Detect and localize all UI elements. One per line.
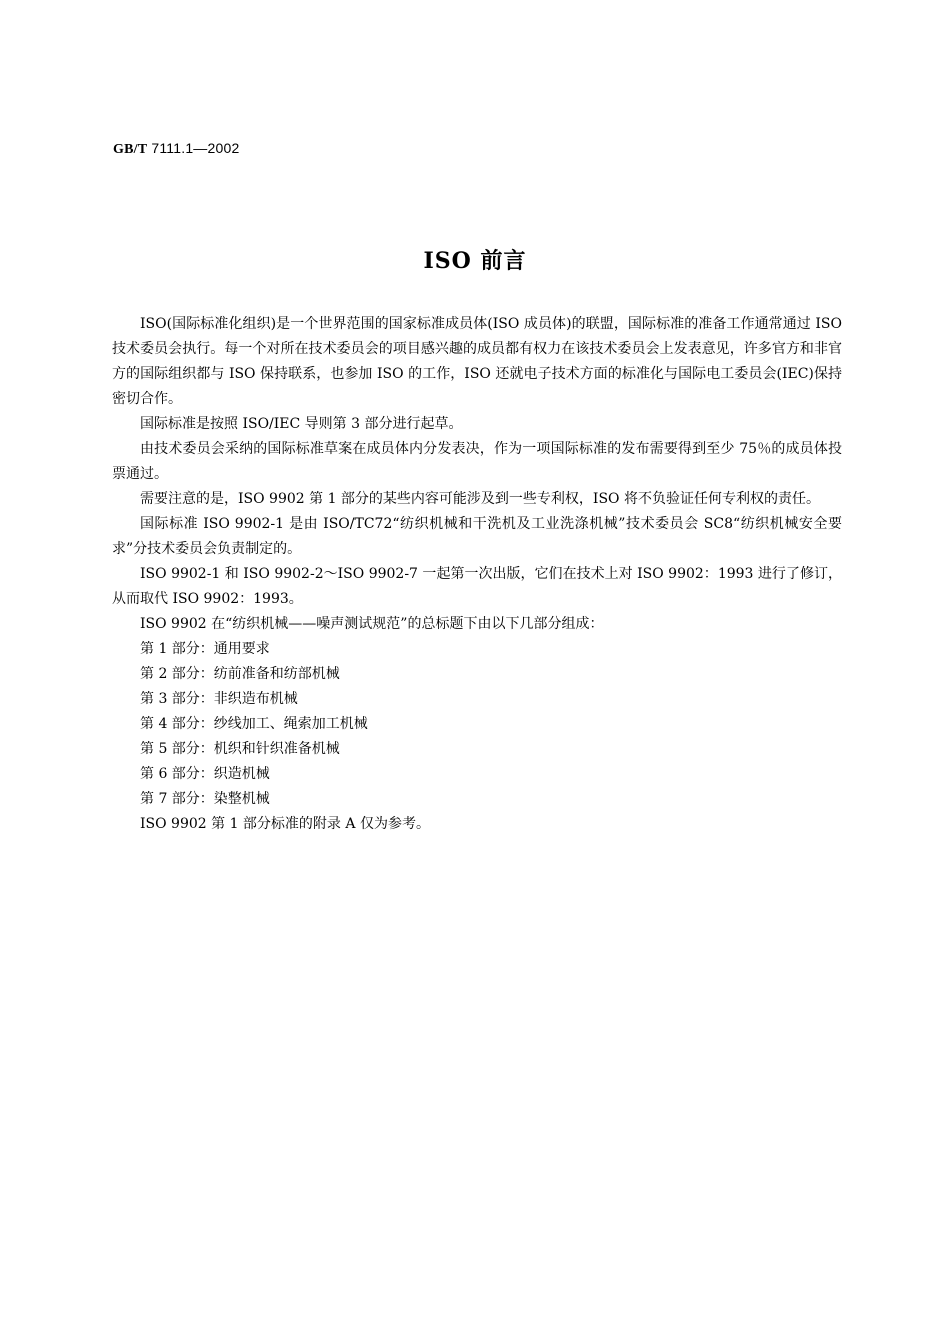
paragraph-annex-note: ISO 9902 第 1 部分标准的附录 A 仅为参考。 <box>140 816 430 832</box>
list-item: 第 6 部分：织造机械 <box>140 766 270 782</box>
paragraph-patent-notice: 需要注意的是，ISO 9902 第 1 部分的某些内容可能涉及到一些专利权，ISO 将不负验证任何专利权的责任。 <box>140 491 820 507</box>
paragraph-revision: ISO 9902-1 和 ISO 9902-2～ISO 9902-7 一起第一次出版，它们在技术上对 ISO 9902：1993 进行了修订，从而取代 ISO 9902：1993。 <box>112 566 842 607</box>
paragraph-iso-intro: ISO(国际标准化组织)是一个世界范围的国家标准成员体(ISO 成员体)的联盟，国际标准的准备工作通常通过 ISO 技术委员会执行。每一个对所在技术委员会的项目感兴趣的成员都有权力在该技术委员会上发表意见，许多官方和非官方的国际组织都与 ISO 保持联系，也参加 ISO 的工作，ISO 还就电子技术方面的标准化与国际电工委员会(IEC)保持密切合作。 <box>112 316 842 407</box>
list-item: 第 7 部分：染整机械 <box>140 791 270 807</box>
list-item: 第 5 部分：机织和针织准备机械 <box>140 741 340 757</box>
standard-prefix: GB/T <box>113 142 148 157</box>
standard-code <box>113 140 239 158</box>
list-item: 第 2 部分：纺前准备和纺部机械 <box>140 666 340 682</box>
paragraph-drafting-rules: 国际标准是按照 ISO/IEC 导则第 3 部分进行起草。 <box>140 416 463 432</box>
paragraph-voting: 由技术委员会采纳的国际标准草案在成员体内分发表决，作为一项国际标准的发布需要得到至少 75％的成员体投票通过。 <box>112 441 842 482</box>
list-item: 第 1 部分：通用要求 <box>140 641 270 657</box>
paragraph-committee: 国际标准 ISO 9902-1 是由 ISO/TC72“纺织机械和干洗机及工业洗涤机械”技术委员会 SC8“纺织机械安全要求”分技术委员会负责制定的。 <box>112 516 842 557</box>
page-title: ISO 前言 <box>423 248 527 274</box>
foreword-body <box>112 312 842 837</box>
list-item: 第 4 部分：纱线加工、绳索加工机械 <box>140 716 368 732</box>
list-item: 第 3 部分：非织造布机械 <box>140 691 298 707</box>
standard-number: 7111.1—2002 <box>151 140 240 156</box>
paragraph-parts-intro: ISO 9902 在“纺织机械——噪声测试规范”的总标题下由以下几部分组成： <box>140 616 604 632</box>
parts-list <box>112 637 842 812</box>
